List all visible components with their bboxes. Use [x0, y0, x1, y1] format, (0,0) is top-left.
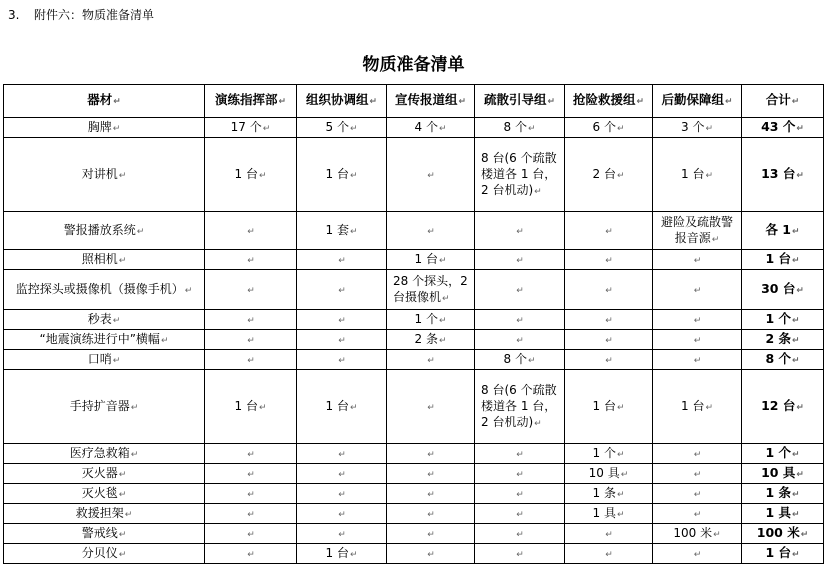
table-cell: [565, 270, 653, 310]
table-row: [4, 504, 824, 524]
table-cell: 1 台↵: [205, 370, 297, 444]
paragraph-mark: ↵: [693, 489, 702, 500]
table-cell: [205, 350, 297, 370]
table-cell: 1 具↵: [565, 504, 653, 524]
paragraph-mark: ↵: [160, 335, 169, 346]
paragraph-mark: ↵: [338, 489, 346, 500]
table-cell: [653, 444, 742, 464]
paragraph-mark: ↵: [791, 97, 800, 107]
table-row: [4, 138, 824, 212]
paragraph-mark: ↵: [118, 170, 127, 181]
table-cell: 4 个↵: [387, 118, 475, 138]
paragraph-mark: ↵: [338, 355, 346, 366]
paragraph-mark: ↵: [724, 97, 733, 107]
table-cell: [653, 464, 742, 484]
table-cell: [205, 544, 297, 564]
total-cell: 30 台↵: [742, 270, 824, 310]
table-cell: [297, 270, 387, 310]
paragraph-mark: ↵: [136, 226, 145, 237]
paragraph-mark: ↵: [547, 97, 556, 107]
section-heading-text: 附件六：物质准备清单: [34, 8, 155, 22]
table-cell: [475, 250, 565, 270]
paragraph-mark: ↵: [792, 226, 800, 237]
table-cell: [205, 464, 297, 484]
paragraph-mark: ↵: [605, 335, 613, 346]
item-name-cell: 监控探头或摄像机（摄像手机）↵: [4, 270, 205, 310]
paragraph-mark: ↵: [792, 489, 800, 500]
column-header: 宣传报道组↵: [387, 85, 475, 118]
table-cell: [297, 250, 387, 270]
table-cell: 1 台↵: [387, 250, 475, 270]
table-cell: [475, 524, 565, 544]
table-cell: [205, 310, 297, 330]
table-cell: 2 台↵: [565, 138, 653, 212]
table-cell: [653, 310, 742, 330]
paragraph-mark: ↵: [338, 509, 346, 520]
paragraph-mark: ↵: [792, 355, 800, 366]
paragraph-mark: ↵: [118, 549, 127, 560]
paragraph-mark: ↵: [516, 255, 524, 266]
paragraph-mark: ↵: [258, 170, 267, 181]
table-cell: [297, 504, 387, 524]
table-cell: 17 个↵: [205, 118, 297, 138]
paragraph-mark: ↵: [792, 509, 800, 520]
table-cell: 5 个↵: [297, 118, 387, 138]
paragraph-mark: ↵: [796, 469, 804, 480]
total-cell: 100 米↵: [742, 524, 824, 544]
table-cell: 8 台(6 个疏散楼道各 1 台，2 台机动)↵: [475, 370, 565, 444]
table-cell: [475, 544, 565, 564]
paragraph-mark: ↵: [247, 255, 255, 266]
table-row: [4, 118, 824, 138]
paragraph-mark: ↵: [427, 170, 435, 181]
table-cell: 1 条↵: [565, 484, 653, 504]
table-row: [4, 544, 824, 564]
table-row: [4, 310, 824, 330]
column-header: 后勤保障组↵: [653, 85, 742, 118]
table-cell: [387, 350, 475, 370]
paragraph-mark: ↵: [349, 123, 358, 134]
table-row: [4, 330, 824, 350]
table-cell: [565, 250, 653, 270]
table-cell: 3 个↵: [653, 118, 742, 138]
paragraph-mark: ↵: [711, 234, 720, 245]
paragraph-mark: ↵: [258, 402, 267, 413]
table-header-row: [4, 85, 824, 118]
paragraph-mark: ↵: [427, 529, 435, 540]
table-row: [4, 212, 824, 250]
item-name-cell: 警报播放系统↵: [4, 212, 205, 250]
total-cell: 10 具↵: [742, 464, 824, 484]
paragraph-mark: ↵: [693, 355, 702, 366]
table-cell: [475, 212, 565, 250]
paragraph-mark: ↵: [616, 509, 625, 520]
paragraph-mark: ↵: [693, 315, 702, 326]
column-header: 疏散引导组↵: [475, 85, 565, 118]
table-cell: [387, 544, 475, 564]
table-cell: [387, 444, 475, 464]
paragraph-mark: ↵: [124, 509, 133, 520]
paragraph-mark: ↵: [338, 255, 346, 266]
paragraph-mark: ↵: [113, 97, 121, 107]
paragraph-mark: ↵: [338, 449, 346, 460]
table-cell: 1 台↵: [205, 138, 297, 212]
table-cell: [653, 544, 742, 564]
paragraph-mark: ↵: [713, 529, 721, 540]
paragraph-mark: ↵: [247, 315, 255, 326]
total-cell: 12 台↵: [742, 370, 824, 444]
paragraph-mark: ↵: [636, 97, 645, 107]
paragraph-mark: ↵: [112, 355, 121, 366]
table-cell: [297, 444, 387, 464]
paragraph-mark: ↵: [516, 226, 524, 237]
paragraph-mark: ↵: [247, 469, 255, 480]
paragraph-mark: ↵: [605, 255, 613, 266]
paragraph-mark: ↵: [438, 255, 447, 266]
materials-table: [3, 84, 824, 564]
paragraph-mark: ↵: [616, 489, 625, 500]
table-cell: [475, 270, 565, 310]
paragraph-mark: ↵: [247, 549, 255, 560]
paragraph-mark: ↵: [693, 285, 702, 296]
paragraph-mark: ↵: [693, 469, 702, 480]
section-number: 3.: [8, 8, 20, 22]
item-name-cell: 救援担架↵: [4, 504, 205, 524]
table-cell: [475, 484, 565, 504]
paragraph-mark: ↵: [349, 549, 358, 560]
table-cell: [387, 504, 475, 524]
item-name-cell: 分贝仪↵: [4, 544, 205, 564]
paragraph-mark: ↵: [693, 509, 702, 520]
item-name-cell: 胸牌↵: [4, 118, 205, 138]
table-row: [4, 444, 824, 464]
paragraph-mark: ↵: [118, 255, 127, 266]
paragraph-mark: ↵: [705, 170, 713, 181]
paragraph-mark: ↵: [118, 489, 127, 500]
paragraph-mark: ↵: [369, 97, 378, 107]
item-name-cell: 手持扩音器↵: [4, 370, 205, 444]
paragraph-mark: ↵: [130, 449, 139, 460]
table-cell: [297, 310, 387, 330]
paragraph-mark: ↵: [112, 123, 121, 134]
item-name-cell: 灭火毯↵: [4, 484, 205, 504]
item-name-cell: 秒表↵: [4, 310, 205, 330]
paragraph-mark: ↵: [693, 335, 702, 346]
table-cell: [205, 504, 297, 524]
paragraph-mark: ↵: [605, 285, 613, 296]
paragraph-mark: ↵: [796, 170, 804, 181]
paragraph-mark: ↵: [705, 123, 713, 134]
table-cell: 1 台↵: [297, 138, 387, 212]
paragraph-mark: ↵: [693, 449, 702, 460]
paragraph-mark: ↵: [338, 335, 346, 346]
item-name-cell: “地震演练进行中”横幅↵: [4, 330, 205, 350]
total-cell: 1 个↵: [742, 310, 824, 330]
paragraph-mark: ↵: [427, 226, 435, 237]
paragraph-mark: ↵: [605, 226, 613, 237]
paragraph-mark: ↵: [792, 255, 800, 266]
table-cell: [475, 330, 565, 350]
paragraph-mark: ↵: [800, 529, 809, 540]
table-cell: 10 具↵: [565, 464, 653, 484]
table-cell: [387, 138, 475, 212]
paragraph-mark: ↵: [184, 285, 193, 296]
table-row: [4, 370, 824, 444]
table-cell: [205, 444, 297, 464]
total-cell: 1 具↵: [742, 504, 824, 524]
table-cell: [297, 330, 387, 350]
table-cell: 1 台↵: [565, 370, 653, 444]
paragraph-mark: ↵: [616, 449, 625, 460]
table-cell: 2 条↵: [387, 330, 475, 350]
table-cell: 6 个↵: [565, 118, 653, 138]
item-name-cell: 灭火器↵: [4, 464, 205, 484]
paragraph-mark: ↵: [338, 469, 346, 480]
total-cell: 8 个↵: [742, 350, 824, 370]
total-cell: 1 台↵: [742, 544, 824, 564]
paragraph-mark: ↵: [247, 509, 255, 520]
paragraph-mark: ↵: [796, 123, 804, 134]
paragraph-mark: ↵: [247, 355, 255, 366]
item-name-cell: 对讲机↵: [4, 138, 205, 212]
table-row: [4, 524, 824, 544]
page-title: 物质准备清单: [362, 55, 465, 75]
item-name-cell: 口哨↵: [4, 350, 205, 370]
total-cell: 2 条↵: [742, 330, 824, 350]
paragraph-mark: ↵: [516, 315, 524, 326]
column-header: 组织协调组↵: [297, 85, 387, 118]
paragraph-mark: ↵: [516, 449, 524, 460]
table-cell: [387, 524, 475, 544]
paragraph-mark: ↵: [527, 123, 536, 134]
item-name-cell: 警戒线↵: [4, 524, 205, 544]
paragraph-mark: ↵: [605, 355, 613, 366]
paragraph-mark: ↵: [605, 549, 613, 560]
paragraph-mark: ↵: [620, 469, 629, 480]
table-cell: [297, 524, 387, 544]
paragraph-mark: ↵: [338, 315, 346, 326]
total-cell: 1 个↵: [742, 444, 824, 464]
column-header: 合计↵: [742, 85, 824, 118]
paragraph-mark: ↵: [247, 285, 255, 296]
paragraph-mark: ↵: [427, 549, 435, 560]
paragraph-mark: ↵: [616, 402, 625, 413]
paragraph-mark: ↵: [278, 97, 287, 107]
paragraph-mark: ↵: [262, 123, 271, 134]
table-row: [4, 250, 824, 270]
paragraph-mark: ↵: [427, 489, 435, 500]
table-cell: 28 个探头，2 台摄像机↵: [387, 270, 475, 310]
paragraph-mark: ↵: [247, 529, 255, 540]
table-cell: [653, 270, 742, 310]
paragraph-mark: ↵: [349, 170, 358, 181]
table-cell: 1 套↵: [297, 212, 387, 250]
table-cell: 1 台↵: [297, 370, 387, 444]
paragraph-mark: ↵: [247, 226, 255, 237]
table-row: [4, 350, 824, 370]
paragraph-mark: ↵: [605, 529, 613, 540]
paragraph-mark: ↵: [792, 549, 800, 560]
paragraph-mark: ↵: [516, 489, 524, 500]
table-cell: [475, 310, 565, 330]
total-cell: 各 1↵: [742, 212, 824, 250]
column-header: 器材↵: [4, 85, 205, 118]
table-cell: 1 台↵: [653, 370, 742, 444]
table-row: [4, 464, 824, 484]
item-name-cell: 医疗急救箱↵: [4, 444, 205, 464]
paragraph-mark: ↵: [705, 402, 713, 413]
table-cell: [387, 464, 475, 484]
paragraph-mark: ↵: [427, 449, 435, 460]
total-cell: 43 个↵: [742, 118, 824, 138]
table-cell: [653, 350, 742, 370]
table-cell: [387, 212, 475, 250]
table-cell: [297, 350, 387, 370]
table-cell: [205, 270, 297, 310]
paragraph-mark: ↵: [693, 549, 702, 560]
table-cell: [297, 464, 387, 484]
table-cell: 8 台(6 个疏散楼道各 1 台，2 台机动)↵: [475, 138, 565, 212]
table-cell: [205, 212, 297, 250]
paragraph-mark: ↵: [338, 285, 346, 296]
paragraph-mark: ↵: [796, 285, 804, 296]
paragraph-mark: ↵: [616, 123, 625, 134]
paragraph-mark: ↵: [427, 469, 435, 480]
table-cell: [205, 524, 297, 544]
table-cell: [205, 250, 297, 270]
table-cell: [565, 350, 653, 370]
table-body: [4, 118, 824, 564]
table-cell: 避险及疏散警报音源↵: [653, 212, 742, 250]
table-row: [4, 270, 824, 310]
paragraph-mark: ↵: [605, 315, 613, 326]
table-cell: [653, 330, 742, 350]
table-cell: [387, 370, 475, 444]
table-cell: [565, 310, 653, 330]
paragraph-mark: ↵: [349, 402, 358, 413]
paragraph-mark: ↵: [247, 449, 255, 460]
paragraph-mark: ↵: [516, 529, 524, 540]
paragraph-mark: ↵: [796, 402, 804, 413]
paragraph-mark: ↵: [616, 170, 625, 181]
table-cell: 100 米↵: [653, 524, 742, 544]
table-cell: [475, 464, 565, 484]
table-cell: [205, 330, 297, 350]
table-cell: 1 个↵: [565, 444, 653, 464]
paragraph-mark: ↵: [516, 509, 524, 520]
table-cell: [565, 544, 653, 564]
paragraph-mark: ↵: [534, 418, 542, 429]
paragraph-mark: ↵: [516, 285, 524, 296]
table-cell: [565, 330, 653, 350]
paragraph-mark: ↵: [427, 402, 435, 413]
paragraph-mark: ↵: [438, 335, 447, 346]
paragraph-mark: ↵: [792, 335, 800, 346]
paragraph-mark: ↵: [130, 402, 139, 413]
paragraph-mark: ↵: [118, 469, 127, 480]
table-cell: [205, 484, 297, 504]
paragraph-mark: ↵: [527, 355, 536, 366]
paragraph-mark: ↵: [693, 255, 702, 266]
column-header: 抢险救援组↵: [565, 85, 653, 118]
paragraph-mark: ↵: [112, 315, 121, 326]
paragraph-mark: ↵: [534, 186, 542, 197]
paragraph-mark: ↵: [438, 123, 447, 134]
paragraph-mark: ↵: [792, 315, 800, 326]
paragraph-mark: ↵: [516, 335, 524, 346]
table-cell: [653, 250, 742, 270]
table-cell: [653, 504, 742, 524]
total-cell: 13 台↵: [742, 138, 824, 212]
table-cell: 1 台↵: [297, 544, 387, 564]
table-cell: 1 台↵: [653, 138, 742, 212]
paragraph-mark: ↵: [438, 315, 447, 326]
paragraph-mark: ↵: [349, 226, 358, 237]
table-cell: [387, 484, 475, 504]
table-cell: [297, 484, 387, 504]
paragraph-mark: ↵: [458, 97, 467, 107]
paragraph-mark: ↵: [516, 469, 524, 480]
total-cell: 1 条↵: [742, 484, 824, 504]
table-row: [4, 484, 824, 504]
item-name-cell: 照相机↵: [4, 250, 205, 270]
table-cell: 8 个↵: [475, 350, 565, 370]
paragraph-mark: ↵: [247, 335, 255, 346]
table-cell: [475, 504, 565, 524]
paragraph-mark: ↵: [442, 293, 450, 304]
column-header: 演练指挥部↵: [205, 85, 297, 118]
table-cell: 8 个↵: [475, 118, 565, 138]
paragraph-mark: ↵: [427, 509, 435, 520]
paragraph-mark: ↵: [118, 529, 127, 540]
table-cell: [653, 484, 742, 504]
paragraph-mark: ↵: [792, 449, 800, 460]
paragraph-mark: ↵: [516, 549, 524, 560]
table-cell: 1 个↵: [387, 310, 475, 330]
table-cell: [565, 212, 653, 250]
paragraph-mark: ↵: [427, 355, 435, 366]
table-cell: [565, 524, 653, 544]
table-cell: [475, 444, 565, 464]
section-heading: [8, 6, 154, 23]
paragraph-mark: ↵: [247, 489, 255, 500]
total-cell: 1 台↵: [742, 250, 824, 270]
paragraph-mark: ↵: [338, 529, 346, 540]
